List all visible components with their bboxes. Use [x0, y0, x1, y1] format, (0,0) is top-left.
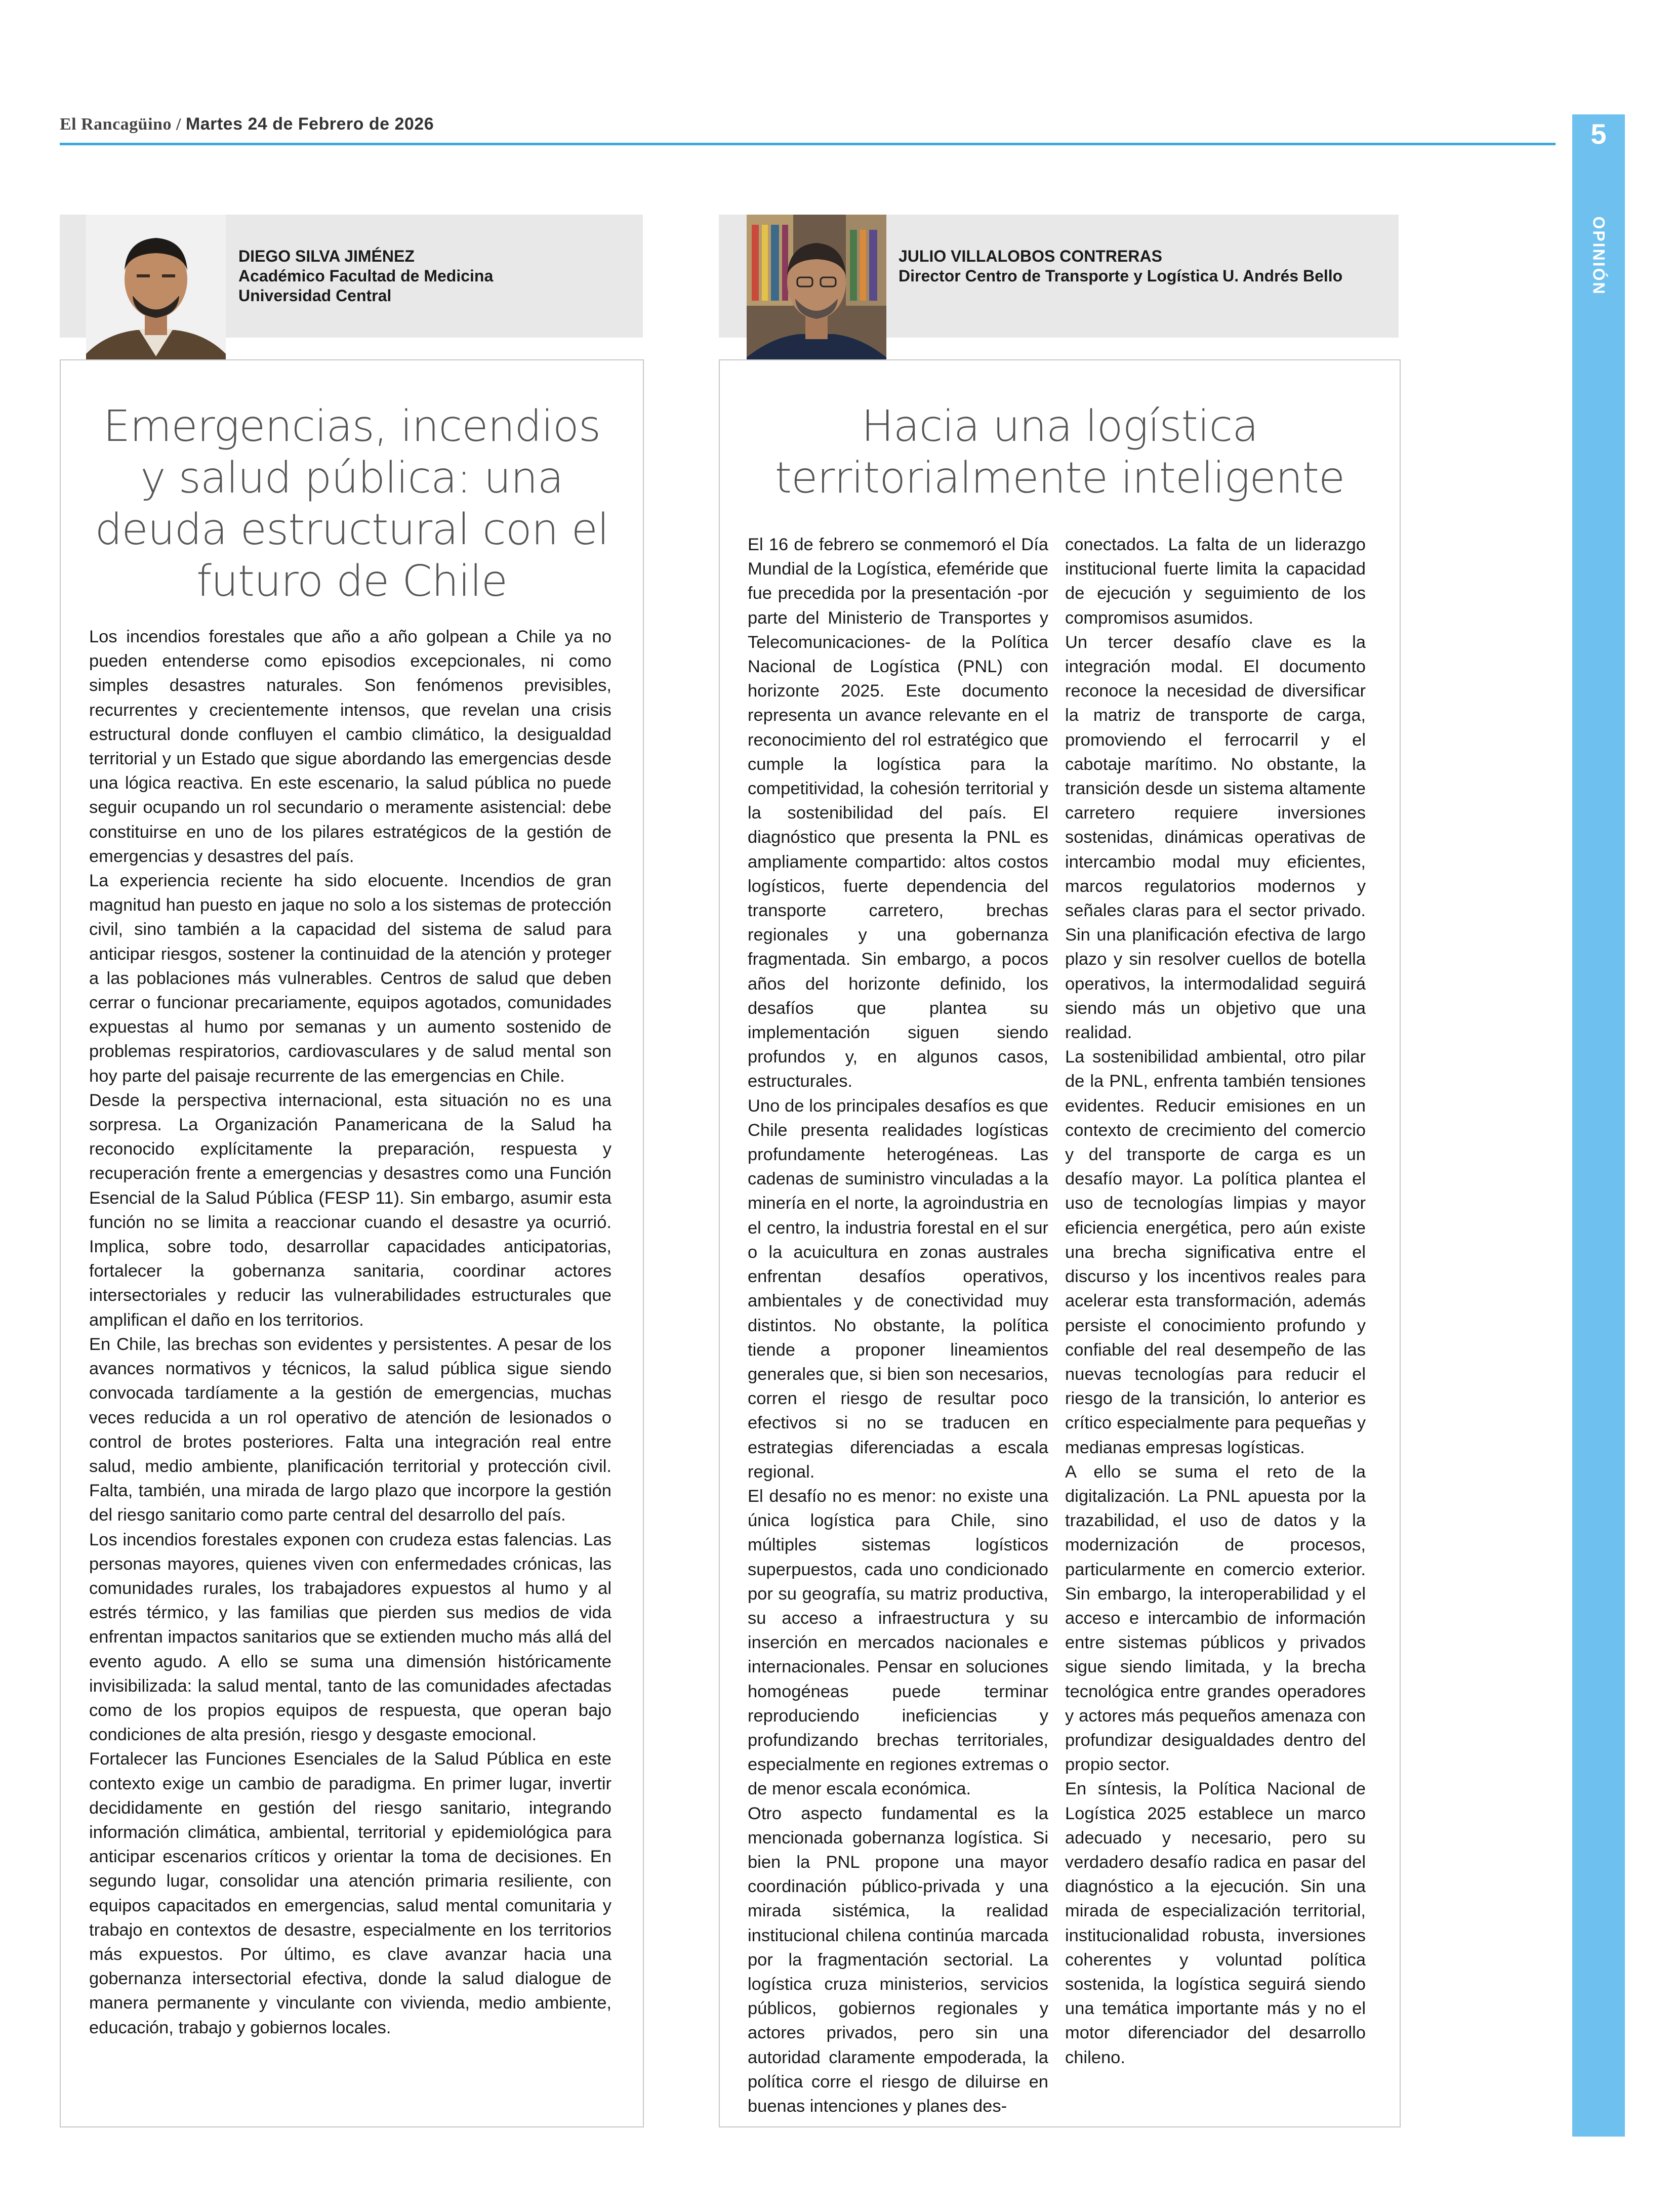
article-title-left — [76, 401, 628, 607]
paragraph: La sostenibilidad ambiental, otro pilar de la PNL, enfrenta también tensiones evidentes. Reducir emisiones en un contexto de crecimiento del comercio y del transporte de carga es un desafío mayor. La política plantea el uso de tecnologías limpias y mayor eficiencia energética, pero aún existe una brecha significativa entre el discurso y los incentivos reales para acelerar esta transformación, además persiste el conocimiento profundo y confiable del real desempeño de las nuevas tecnologías para reducir el riesgo de la transición, lo anterior es crítico especialmente para pequeñas y medianas empresas logísticas. — [1065, 1047, 1366, 1457]
author-name-right: JULIO VILLALOBOS CONTRERAS — [899, 247, 1162, 265]
article-body-left — [89, 625, 611, 2040]
title-line: Hacia una logística — [861, 401, 1258, 452]
article-box-right — [719, 359, 1401, 2127]
publication-name: El Rancagüino / — [60, 115, 181, 134]
paragraph: El desafío no es menor: no existe una única logística para Chile, sino múltiples sistemas logísticos superpuestos, cada uno condicionado por su geografía, su matriz productiva, su acceso a infraestructura y su inserción en mercados nacionales e internacionales. Pensar en soluciones homogéneas puede terminar reproduciendo ineficiencias y profundizando brechas territoriales, especialmente en regiones extremas o de menor escala económica. — [748, 1486, 1048, 1799]
paragraph: La experiencia reciente ha sido elocuente. Incendios de gran magnitud han puesto en jaque no solo a los sistemas de protección civil, sino también a la capacidad del sistema de salud para anticipar riesgos, sostener la continuidad de la atención y proteger a las poblaciones más vulnerables. Centros de salud que deben cerrar o funcionar precariamente, equipos agotados, comunidades expuestas al humo por semanas y un aumento sostenido de problemas respiratorios, cardiovasculares y de salud mental son hoy parte del paisaje recurrente de las emergencias en Chile. — [89, 871, 611, 1086]
article-box-left — [60, 359, 644, 2127]
paragraph: En Chile, las brechas son evidentes y persistentes. A pesar de los avances normativos y técnicos, la salud pública sigue siendo convocada tardíamente a la gestión de emergencias, muchas veces reducida a un rol operativo de atención de lesionados o control de brotes posteriores. Falta una integración real entre salud, medio ambiente, planificación territorial y protección civil. Falta, también, una mirada de largo plazo que incorpore la gestión del riesgo sanitario como parte central del desarrollo del país. — [89, 1334, 611, 1525]
title-line: territorialmente inteligente — [774, 453, 1345, 503]
article-body-right-col1 — [748, 532, 1048, 2118]
title-line: futuro de Chile — [196, 556, 508, 606]
title-line: y salud pública: una — [140, 453, 563, 503]
author-credit-right — [899, 247, 1342, 286]
author-name-left: DIEGO SILVA JIMÉNEZ — [238, 247, 415, 265]
author-photo-left — [86, 215, 226, 380]
author-role-left: Académico Facultad de Medicina — [238, 267, 494, 285]
article-title-right — [735, 401, 1384, 504]
paragraph: Fortalecer las Funciones Esenciales de la Salud Pública en este contexto exige un cambio de paradigma. En primer lugar, invertir decididamente en gestión del riesgo sanitario, integrando información climática, ambiental, territorial y epidemiológica para anticipar escenarios críticos y orientar la toma de decisiones. En segundo lugar, consolidar una atención primaria resiliente, con equipos capacitados en emergencias, salud mental comunitaria y trabajo en contextos de desastre, especialmente en los territorios más expuestos. Por último, es clave avanzar hacia una gobernanza intersectorial efectiva, donde la salud dialogue de manera permanente y vinculante con vivienda, medio ambiente, educación, trabajo y gobiernos locales. — [89, 1749, 611, 2037]
paragraph: Desde la perspectiva internacional, esta situación no es una sorpresa. La Organización Panamericana de la Salud ha reconocido explícitamente la preparación, respuesta y recuperación frente a emergencias y desastres como una Función Esencial de la Salud Pública (FESP 11). Sin embargo, asumir esta función no se limita a reaccionar cuando el desastre ya ocurrió. Implica, sobre todo, desarrollar capacidades anticipatorias, fortalecer la gobernanza sanitaria, coordinar actores intersectoriales y reducir las vulnerabilidades estructurales que amplifican el daño en los territorios. — [89, 1090, 611, 1330]
page-number: 5 — [1590, 118, 1607, 150]
title-line: deuda estructural con el — [95, 505, 609, 555]
header-rule — [60, 143, 1556, 145]
paragraph: Los incendios forestales que año a año golpean a Chile ya no pueden entenderse como episodios excepcionales, ni como simples desastres naturales. Son fenómenos previsibles, recurrentes y crecientemente intensos, que revelan una crisis estructural donde confluyen el cambio climático, la desigualdad territorial y un Estado que sigue abordando las emergencias desde una lógica reactiva. En este escenario, la salud pública no puede seguir ocupando un rol secundario o meramente asistencial: debe constituirse en uno de los pilares estratégicos de la gestión de emergencias y desastres del país. — [89, 627, 611, 866]
author-org-left: Universidad Central — [238, 286, 392, 305]
section-label-text: OPINIÓN — [1589, 216, 1608, 296]
author-role-right: Director Centro de Transporte y Logística U. Andrés Bello — [899, 267, 1343, 285]
masthead — [60, 114, 434, 134]
author-photo-right — [747, 215, 886, 380]
paragraph: Los incendios forestales exponen con crudeza estas falencias. Las personas mayores, quienes viven con enfermedades crónicas, las comunidades rurales, los trabajadores expuestos al humo y al estrés térmico, y las familias que pierden sus medios de vida enfrentan impactos sanitarios que se extienden mucho más allá del evento agudo. A ello se suma una dimensión históricamente invisibilizada: la salud mental, tanto de las comunidades afectadas como de los propios equipos de respuesta, que operan bajo condiciones de alta presión, riesgo y desgaste emocional. — [89, 1530, 611, 1745]
paragraph: Otro aspecto fundamental es la mencionada gobernanza logística. Si bien la PNL propone una mayor coordinación público-privada y una mirada sistémica, la realidad institucional chilena continúa marcada por la fragmentación sectorial. La logística cruza ministerios, servicios públicos, gobiernos regionales y actores privados, pero sin una autoridad claramente empoderada, la política corre el riesgo de diluirse en buenas intenciones y planes des- — [748, 1804, 1048, 2116]
article-body-right-col2 — [1065, 532, 1366, 2070]
paragraph: En síntesis, la Política Nacional de Logística 2025 establece un marco adecuado y necesario, pero su verdadero desafío radica en pasar del diagnóstico a la ejecución. Sin una mirada de especialización territorial, institucionalidad robusta, inversiones coherentes y voluntad política sostenida, la logística seguirá siendo una temática importante más y no el motor diferenciador del desarrollo chileno. — [1065, 1779, 1366, 2067]
paragraph: Un tercer desafío clave es la integración modal. El documento reconoce la necesidad de diversificar la matriz de transporte de carga, promoviendo el ferrocarril y el cabotaje marítimo. No obstante, la transición desde un sistema altamente carretero requiere inversiones sostenidas, dinámicas operativas de intercambio modal muy eficientes, marcos regulatorios modernos y señales claras para el sector privado. Sin una planificación efectiva de largo plazo y sin resolver cuellos de botella operativos, la intermodalidad seguirá siendo más un objetivo que una realidad. — [1065, 632, 1366, 1043]
paragraph: Uno de los principales desafíos es que Chile presenta realidades logísticas profundamente heterogéneas. Las cadenas de suministro vinculadas a la minería en el norte, la agroindustria en el centro, la industria forestal en el sur o la acuicultura en zonas australes enfrentan desafíos operativos, ambientales y de conectividad muy distintos. No obstante, la política tiende a proponer lineamientos generales que, si bien son necesarios, corren el riesgo de resultar poco efectivos si no se traducen en estrategias diferenciadas a escala regional. — [748, 1096, 1048, 1482]
author-portrait-right-icon — [747, 215, 886, 380]
paragraph: conectados. La falta de un liderazgo institucional fuerte limita la capacidad de ejecución y seguimiento de los compromisos asumidos. — [1065, 535, 1366, 628]
title-line: Emergencias, incendios — [103, 401, 601, 452]
paragraph: A ello se suma el reto de la digitalización. La PNL apuesta por la trazabilidad, el uso de datos y la modernización de procesos, particularmente en comercio exterior. Sin embargo, la interoperabilidad y el acceso e intercambio de información entre sistemas públicos y privados sigue siendo limitada, y la brecha tecnológica entre grandes operadores y actores más pequeños amenaza con profundizar desigualdades dentro del propio sector. — [1065, 1462, 1366, 1775]
author-portrait-left-icon — [86, 215, 226, 380]
section-label — [1582, 213, 1615, 299]
issue-date: Martes 24 de Febrero de 2026 — [185, 114, 434, 134]
paragraph: El 16 de febrero se conmemoró el Día Mundial de la Logística, efeméride que fue precedida por la presentación -por parte del Ministerio de Transportes y Telecomunicaciones- de la Política Nacional de Logística (PNL) con horizonte 2025. Este documento representa un avance relevante en el reconocimiento del rol estratégico que cumple la logística para la competitividad, la cohesión territorial y la sostenibilidad del país. El diagnóstico que presenta la PNL es ampliamente compartido: altos costos logísticos, fuerte dependencia del transporte carretero, brechas regionales y una gobernanza fragmentada. Sin embargo, a pocos años del horizonte definido, los desafíos que plantea su implementación siguen siendo profundos y, en algunos casos, estructurales. — [748, 535, 1048, 1091]
author-credit-left — [238, 247, 493, 306]
section-sidebar — [1572, 114, 1625, 2137]
